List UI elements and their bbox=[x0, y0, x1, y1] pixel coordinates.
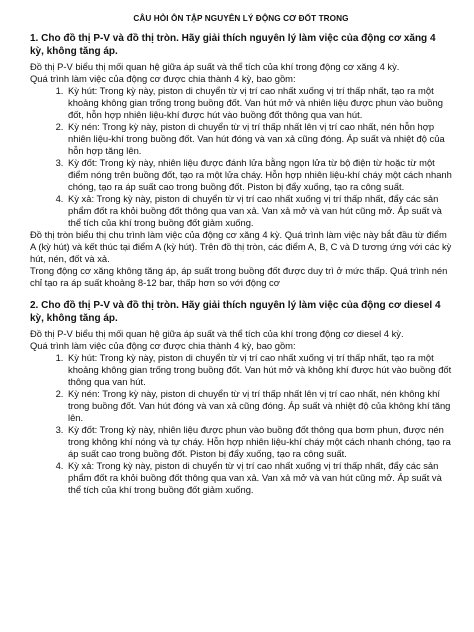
question-section-2 bbox=[30, 299, 452, 496]
question-heading: 1. Cho đồ thị P-V và đồ thị tròn. Hãy giải thích nguyên lý làm việc của động cơ xăng 4 kỳ, không tăng áp. bbox=[30, 33, 436, 57]
list-item: 1. Kỳ hút: Trong kỳ này, piston di chuyển từ vị trí cao nhất xuống vị trí thấp nhất, tạo ra một khoảng không gian trống trong buồng đốt. Van hút mở và nhiên liệu được phun vào buồng đốt, hỗn hợp nhiên liệu-khí được hút vào buồng đốt thông qua van hút. bbox=[66, 85, 452, 121]
stroke-list bbox=[30, 352, 452, 496]
paragraph: Đồ thị tròn biểu thị chu trình làm việc của động cơ xăng 4 kỳ. Quá trình làm việc này bắt đầu từ điểm A (kỳ hút) và kết thúc tại điểm A (kỳ hút). Trên đồ thị tròn, các điểm A, B, C và D tương ứng với các kỳ hút, nén, đốt và xả. bbox=[30, 229, 452, 264]
list-item: 3. Kỳ đốt: Trong kỳ này, nhiên liệu được đánh lửa bằng ngọn lửa từ bộ điện từ hoặc từ một điểm nóng trên buồng đốt, tạo ra một lửa cháy. Hỗn hợp nhiên liệu-khí cháy một cách nhanh chóng, tạo ra áp suất cao trong buồng đốt. Piston bị đẩy xuống, tạo ra công suất. bbox=[66, 157, 452, 193]
paragraph: Quá trình làm việc của động cơ được chia thành 4 kỳ, bao gồm: bbox=[30, 340, 296, 351]
stroke-list bbox=[30, 85, 452, 229]
list-item: 3. Kỳ đốt: Trong kỳ này, nhiên liệu được phun vào buồng đốt thông qua bơm phun, được nén trong không khí nóng và tự cháy. Hỗn hợp nhiên liệu-khí cháy một cách nhanh chóng, tạo ra áp suất cao trong buồng đốt. Piston bị đẩy xuống, tạo ra công suất. bbox=[66, 424, 452, 460]
paragraph: Trong động cơ xăng không tăng áp, áp suất trong buồng đốt được duy trì ở mức thấp. Quá trình nén chỉ tạo ra áp suất khoảng 8-12 bar, thấp hơn so với động cơ bbox=[30, 265, 448, 288]
list-item: 1. Kỳ hút: Trong kỳ này, piston di chuyển từ vị trí cao nhất xuống vị trí thấp nhất, tạo ra một khoảng không gian trống trong buồng đốt. Van hút mở và không khí được hút vào buồng đốt thông qua van hút. bbox=[66, 352, 452, 388]
document-title: CÂU HỎI ÔN TẬP NGUYÊN LÝ ĐỘNG CƠ ĐỐT TRONG bbox=[133, 14, 349, 23]
paragraph: Quá trình làm việc của động cơ được chia thành 4 kỳ, bao gồm: bbox=[30, 73, 296, 84]
paragraph: Đồ thị P-V biểu thị mối quan hệ giữa áp suất và thể tích của khí trong động cơ diesel 4 kỳ. bbox=[30, 328, 404, 339]
paragraph: Đồ thị P-V biểu thị mối quan hệ giữa áp suất và thể tích của khí trong động cơ xăng 4 kỳ. bbox=[30, 61, 400, 72]
list-item: 2. Kỳ nén: Trong kỳ này, piston di chuyển từ vị trí thấp nhất lên vị trí cao nhất, nén hỗn hợp nhiên liệu-khí trong buồng đốt. Van hút đóng và van xả cũng đóng. Áp suất và nhiệt độ của hỗn hợp tăng lên. bbox=[66, 121, 452, 157]
list-item: 4. Kỳ xả: Trong kỳ này, piston di chuyển từ vị trí cao nhất xuống vị trí thấp nhất, đẩy các sản phẩm đốt ra khỏi buồng đốt thông qua van xả. Van xả mở và van hút cũng mở. Áp suất và thể tích của khí trong buồng đốt giảm xuống. bbox=[66, 460, 452, 496]
list-item: 2. Kỳ nén: Trong kỳ này, piston di chuyển từ vị trí thấp nhất lên vị trí cao nhất, nén không khí trong buồng đốt. Van hút đóng và van xả cũng đóng. Áp suất và nhiệt độ của không khí tăng lên. bbox=[66, 388, 452, 424]
list-item: 4. Kỳ xả: Trong kỳ này, piston di chuyển từ vị trí cao nhất xuống vị trí thấp nhất, đẩy các sản phẩm đốt ra khỏi buồng đốt thông qua van xả. Van xả mở và van hút cũng mở. Áp suất và thể tích của khí trong buồng đốt giảm xuống. bbox=[66, 193, 452, 229]
question-heading: 2. Cho đồ thị P-V và đồ thị tròn. Hãy giải thích nguyên lý làm việc của động cơ diesel 4 kỳ, không tăng áp. bbox=[30, 300, 441, 324]
question-section-1 bbox=[30, 32, 452, 289]
